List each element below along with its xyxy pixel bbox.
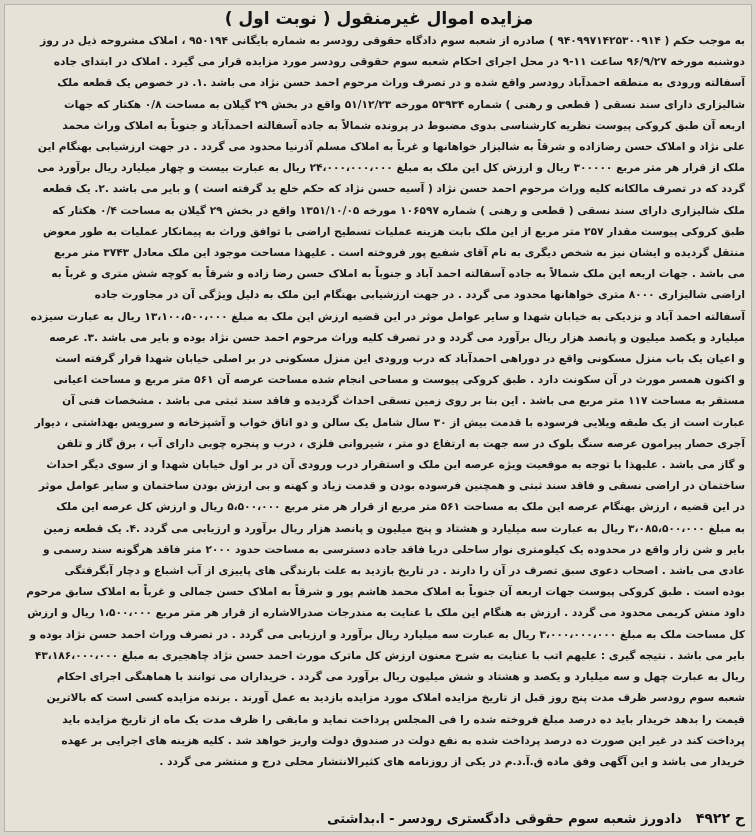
notice-line: منتقل گردیده و ایشان نیز به شخص دیگری به نام آقای شفیع پور فروخته است . علیهذا مساحت موجود این ملک معادل ۳۷۴۳ متر مربع [54, 247, 745, 260]
notice-signature: دادورز شعبه سوم حقوقی دادگستری رودسر - ا.بداشتی [327, 811, 682, 827]
notice-line: به موجب حکم ( ۹۴۰۹۹۷۱۴۲۵۳۰۰۹۱۴ ) صادره از شعبه سوم دادگاه حقوقی رودسر به شماره بایگانی ۹۵۰۱۹۴ ، املاک مشروحه ذیل در روز [40, 35, 745, 47]
notice-line: خریدار می باشد و این آگهی وفق ماده ق.آ.د.م در یکی از روزنامه های کثیرالانتشار محلی درج و منتشر می گردد . [159, 755, 745, 768]
notice-line: ملک شالیزاری دارای سند نسقی ( قطعی و رهنی ) شماره ۱۰۶۵۹۷ مورخه ۱۳۵۱/۱۰/۰۵ واقع در بخش ۲۹ گیلان به مساحت ۰/۴ هکتار که [52, 204, 745, 217]
notice-line: اراضی شالیزاری ۸۰۰۰ متری خواهانها محدود می گردد . در جهت ارزشیابی بهنگام این ملک به دلیل ویژگی آن در مجاورت جاده [94, 289, 745, 302]
notice-line: به مبلغ ۳،۰۸۵،۵۰۰،۰۰۰ ریال به عبارت سه میلیارد و هشتاد و پنج میلیون و پانصد هزار ریال برآورد و ارزیابی می گردد .۴. یک قطعه زمین [43, 522, 745, 535]
notice-line: اربعه آن طبق کروکی پیوست نظریه کارشناسی بدوی مضبوط در پرونده شمالاً به جاده آسفالته احمدآباد و جنوباً به املاک وراث محمد [62, 119, 745, 132]
notice-line: و گاز می باشد . علیهذا با توجه به موقعیت ویژه عرصه این ملک و استقرار درب ورودی آن در بر اول خیابان شهدا و از سوی دیگر احداث [46, 459, 745, 472]
notice-line: بوده است . طبق کروکی پیوست جهات اربعه آن جنوباً به املاک محمد هاشم پور و شرقاً به املاک حسن جمالی و غرباً به املاک سابق مرحوم [26, 586, 745, 599]
notice-line: آسفالته ورودی به منطقه احمدآباد رودسر واقع شده و در تصرف وراث مرحوم احمد حسن نژاد می باشد .۱. در خصوص یک قطعه ملک [57, 77, 745, 90]
notice-line: شعبه سوم رودسر ظرف مدت پنج روز قبل از تاریخ مزایده املاک مورد مزایده بازدید به عمل آورند . برنده مزایده کسی است که بالاترین [46, 692, 745, 705]
notice-line: در این قضیه ، ارزش بهنگام عرصه این ملک به مساحت ۵۶۱ متر مربع از قرار هر متر مربع ۵،۵۰۰،۰۰۰ ریال و ارزش کل عرصه این ملک [56, 501, 745, 514]
notice-line: میلیارد و یکصد میلیون و پانصد هزار ریال برآورد می گردد و در تصرف کلیه وراث مرحوم احمد حسن نژاد بوده و بایر می باشد .۳. عرصه [49, 331, 745, 344]
notice-footer [11, 808, 745, 830]
notice-line: ملک از قرار هر متر مربع ۳۰۰۰۰۰ ریال و ارزش کل این ملک به مبلغ ۲۴،۰۰۰،۰۰۰،۰۰۰ ریال به عبارت بیست و چهار میلیارد ریال برآورد می [37, 162, 745, 175]
notice-line: طبق کروکی پیوست مقدار ۲۵۷ متر مربع از این ملک بابت هزینه عملیات تسطیح اراضی با توافق وراث به پیمانکار عملیات به طور معوض [43, 225, 745, 238]
notice-line: آجری حصار پیرامون عرصه سنگ بلوک در سه جهت به ارتفاع دو متر ، شیروانی فلزی ، درب و پنجره چوبی دارای آب ، برق گاز و تلفن [56, 437, 745, 450]
notice-line: می باشد . جهات اربعه این ملک شمالاً به جاده آسفالته احمد آباد و جنوباً به املاک حسن رضا زاده و شرقاً به کوچه شش متری و غرباً به [51, 268, 745, 281]
notice-line: و اکنون همسر مورث در آن سکونت دارد . طبق کروکی پیوست و مساحی انجام شده مساحت عرصه آن ۵۶۱ متر مربع و مساحت اعیانی [53, 374, 745, 387]
notice-line: عادی می باشد . اصحاب دعوی سبق تصرف در آن را دارند . در تاریخ بازدید به علت بارندگی های پاییزی از آب اشباع و دچار آبگرفتگی [64, 565, 745, 578]
notice-body [11, 31, 745, 773]
notice-line: مستقر به مساحت ۱۱۷ متر مربع می باشد . این بنا بر روی زمین نسقی احداث گردیده و فاقد سند ثبتی می باشد . مشخصات فنی آن [62, 395, 745, 408]
notice-line: کل مساحت ملک به مبلغ ۳،۰۰۰،۰۰۰،۰۰۰ ریال به عبارت سه میلیارد ریال برآورد و ارزیابی می گردد . در تصرف وراث احمد حسن نژاد بوده و [29, 628, 745, 641]
notice-line: عبارت است از یک طبقه ویلایی فرسوده با قدمت بیش از ۳۰ سال شامل یک سالن و دو اتاق خواب و آشپزخانه و سرویس بهداشتی ، دیوار [34, 416, 745, 429]
notice-line: داود منش کریمی محدود می گردد . ارزش به هنگام این ملک با عنایت به مندرجات صدرالاشاره از قرار هر متر مربع ۱،۵۰۰،۰۰۰ ریال و ارزش [27, 607, 745, 620]
notice-code: ح ۴۹۲۲ [695, 811, 745, 827]
notice-line: علی نژاد و املاک حسن رضازاده و شرقاً به شالیزار خواهانها و غرباً به املاک مسلم آذرنیا محدود می گردد . در جهت ارزشیابی بهنگام این [37, 141, 745, 154]
notice-paper [4, 4, 752, 832]
notice-title: مزایده اموال غیرمنقول ( نوبت اول ) [224, 9, 534, 29]
notice-line: گردد که در تصرف مالکانه کلیه وراث مرحوم احمد حسن نژاد ( آسیه حسن نژاد که حکم خلع ید گرفته است ) و بایر می باشد .۲. یک قطعه [42, 183, 745, 196]
notice-line: آسفالته احمد آباد و نزدیکی به خیابان شهدا و سایر عوامل موثر در این قضیه ارزش این ملک به مبلغ ۱۳،۱۰۰،۵۰۰،۰۰۰ ریال به عبارت سیزده [30, 310, 745, 323]
notice-line: ریال به عبارت چهل و سه میلیارد و یکصد و هشتاد و شش میلیون ریال برآورد می گردد . خریداران می توانند با هماهنگی اجرای احکام [56, 671, 745, 684]
notice-line: شالیزاری دارای سند نسقی ( قطعی و رهنی ) شماره ۵۳۹۳۴ مورخه ۵۱/۱۲/۲۳ واقع در بخش ۲۹ گیلان به مساحت ۰/۸ هکتار که جهات [63, 98, 745, 111]
notice-line: ساختمان در اراضی نسقی و فاقد سند ثبتی و همچنین فرسوده بودن و قدمت زیاد و کهنه و بی ارزش بودن ساختمان و سایر عوامل موثر [38, 480, 745, 493]
notice-line: پرداخت کند در غیر این صورت ده درصد پرداخت شده به نفع دولت در صندوق دولت واریز خواهد شد . کلیه هزینه های اجرایی بر عهده [61, 734, 745, 747]
notice-line: و اعیان یک باب منزل مسکونی واقع در دوراهی احمدآباد که درب ورودی این منزل مسکونی در بر اصلی خیابان شهدا قرار گرفته است [55, 353, 745, 366]
notice-line: قیمت را بدهد خریدار باید ده درصد مبلغ فروخته شده را فی المجلس پرداخت نماید و مابقی را ظرف مدت یک ماه از تاریخ مزایده باید [62, 713, 745, 726]
notice-line: بایر و شن زار واقع در محدوده یک کیلومتری نوار ساحلی دریا فاقد جاده دسترسی به مساحت حدود ۲۰۰۰ متر فاقد هرگونه سند رسمی و [42, 543, 745, 556]
notice-line: دوشنبه مورخه ۹۶/۹/۲۷ ساعت ۱۱-۹ در محل اجرای احکام شعبه سوم حقوقی رودسر مورد مزایده قرار می گیرد . املاک در ابتدای جاده [53, 56, 745, 69]
notice-line: بایر می باشد . نتیجه گیری : علیهم اتب با عنایت به شرح معنون ارزش کل ماترک مورث احمد حسن نژاد چاهجیری به مبلغ ۴۳،۱۸۶،۰۰۰،۰۰۰ [34, 649, 745, 662]
